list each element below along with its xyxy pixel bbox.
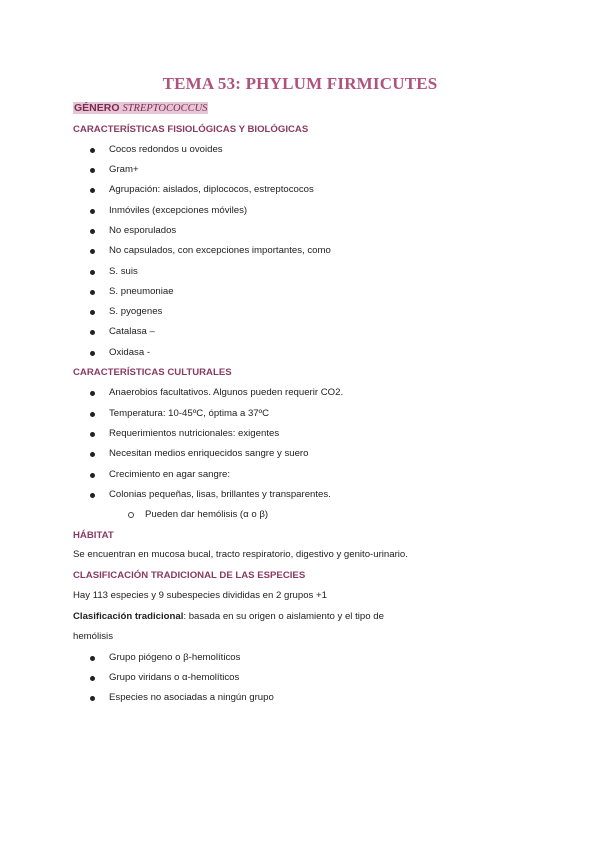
list-item: Especies no asociadas a ningún grupo bbox=[109, 692, 274, 703]
clasif-text-1: Hay 113 especies y 9 subespecies divididas en 2 grupos +1 bbox=[73, 590, 327, 601]
page-title: TEMA 53: PHYLUM FIRMICUTES bbox=[162, 74, 438, 93]
heading-habitat: HÁBITAT bbox=[73, 530, 114, 541]
list-item: Requerimientos nutricionales: exigentes bbox=[109, 428, 280, 439]
genus-heading bbox=[73, 102, 208, 114]
list-item: S. pyogenes bbox=[109, 306, 163, 317]
list-item: No capsulados, con excepciones importantes, como bbox=[109, 245, 331, 256]
list-item: Agrupación: aislados, diplococos, estreptococos bbox=[109, 184, 314, 195]
list-item: Grupo piógeno o β-hemolíticos bbox=[109, 652, 241, 663]
clasif-text-2 bbox=[73, 611, 384, 622]
list-item: Anaerobios facultativos. Algunos pueden requerir CO2. bbox=[109, 387, 344, 398]
list-item: Colonias pequeñas, lisas, brillantes y transparentes. bbox=[109, 489, 331, 500]
habitat-text: Se encuentran en mucosa bucal, tracto respiratorio, digestivo y genito-urinario. bbox=[73, 549, 408, 560]
list-item: Oxidasa - bbox=[109, 347, 151, 358]
list-item: S. suis bbox=[109, 266, 138, 277]
list-item: Catalasa – bbox=[109, 326, 155, 337]
heading-culturales: CARACTERÍSTICAS CULTURALES bbox=[73, 367, 232, 378]
heading-fisiologicas: CARACTERÍSTICAS FISIOLÓGICAS Y BIOLÓGICAS bbox=[73, 124, 309, 135]
list-item: Gram+ bbox=[109, 164, 139, 175]
list-item: No esporulados bbox=[109, 225, 177, 236]
list-item: Temperatura: 10-45ºC, óptima a 37ºC bbox=[109, 408, 270, 419]
list-item: S. pneumoniae bbox=[109, 286, 174, 297]
clasif-bold-label: Clasificación tradicional bbox=[73, 611, 184, 622]
genus-label-text: GÉNERO bbox=[74, 102, 120, 114]
list-item: Inmóviles (excepciones móviles) bbox=[109, 205, 248, 216]
list-item: Grupo viridans o α-hemolíticos bbox=[109, 672, 240, 683]
clasif-text-2-rest: : basada en su origen o aislamiento y el tipo de bbox=[183, 611, 384, 622]
genus-label bbox=[73, 102, 208, 114]
heading-clasificacion: CLASIFICACIÓN TRADICIONAL DE LAS ESPECIES bbox=[73, 570, 306, 581]
list-item: Crecimiento en agar sangre: bbox=[109, 469, 231, 480]
list-item: Necesitan medios enriquecidos sangre y suero bbox=[109, 448, 309, 459]
sub-list-item: Pueden dar hemólisis (α o β) bbox=[145, 509, 269, 520]
clasif-text-3: hemólisis bbox=[73, 631, 113, 642]
list-item: Cocos redondos u ovoides bbox=[109, 144, 223, 155]
genus-name: STREPTOCOCCUS bbox=[122, 103, 208, 114]
